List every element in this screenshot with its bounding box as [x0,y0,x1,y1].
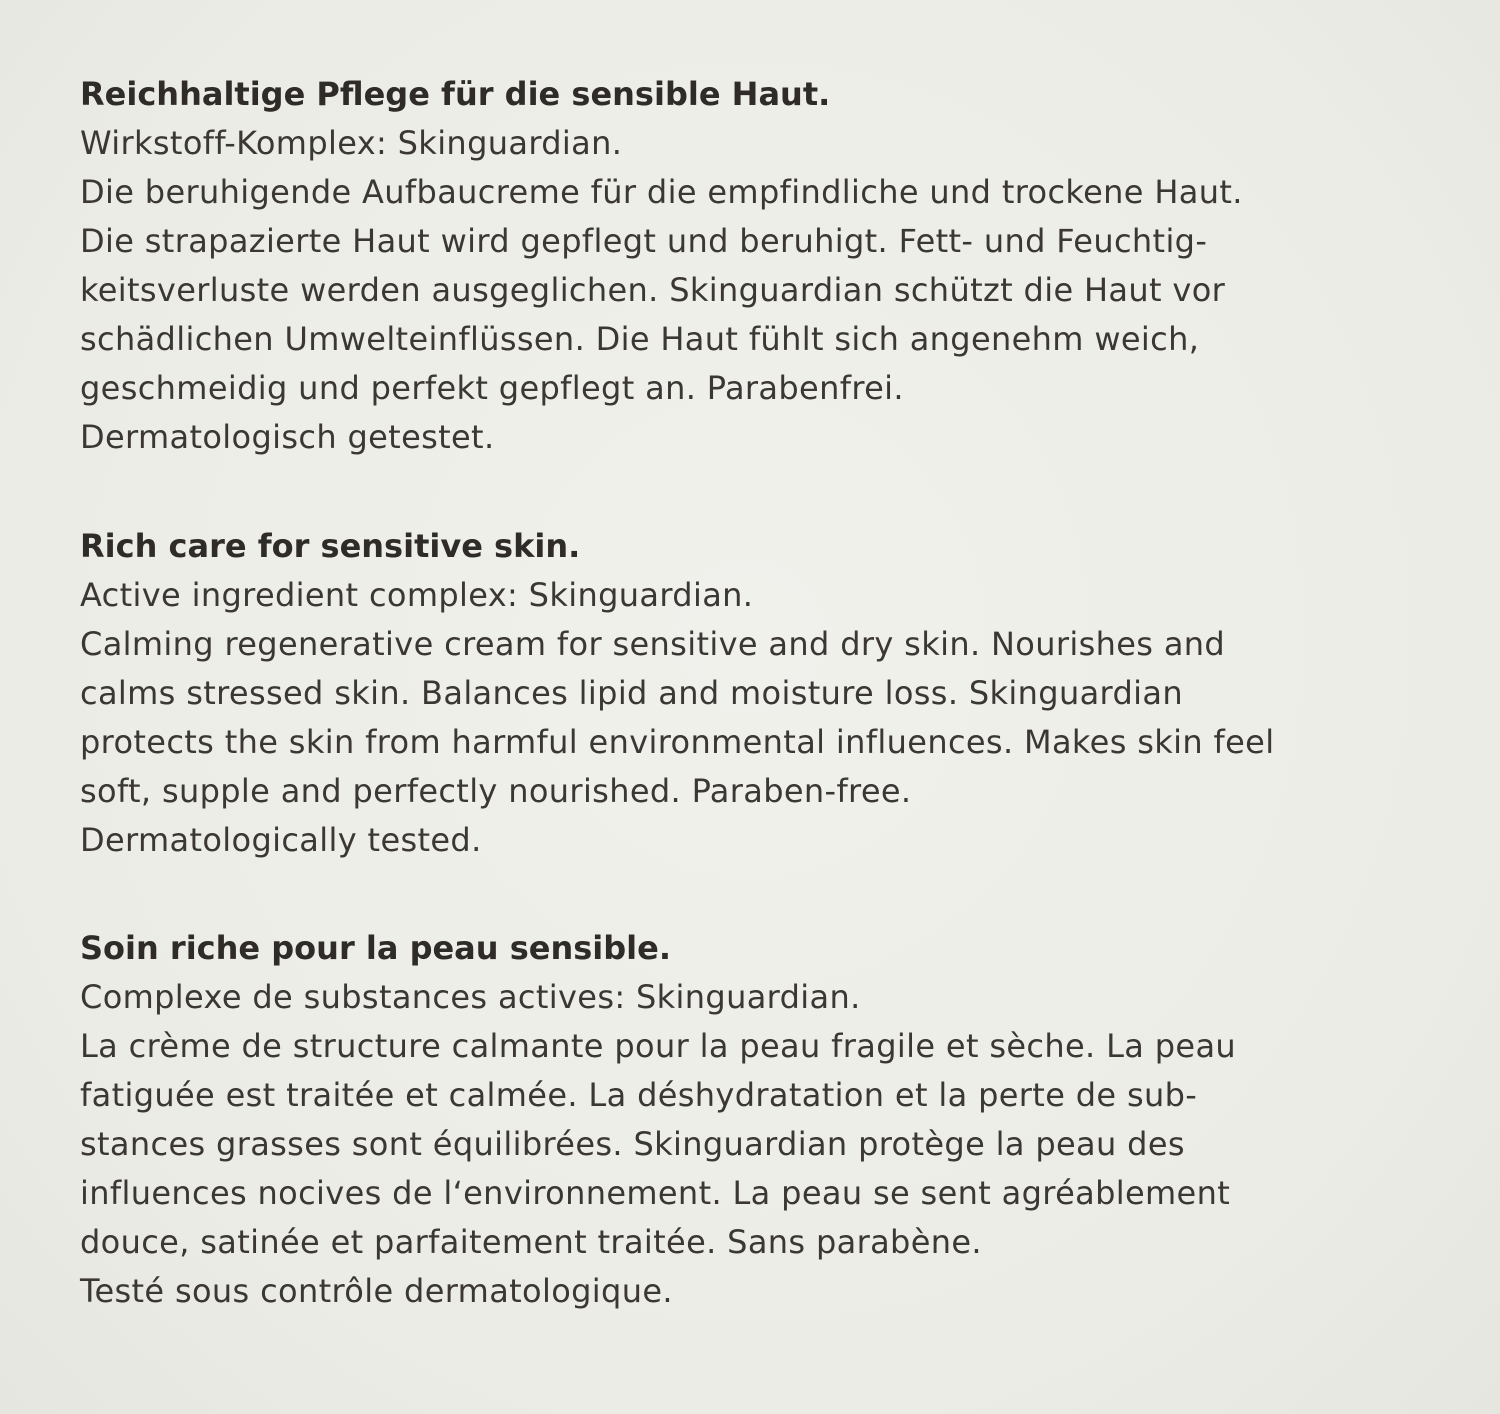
german-line: Die beruhigende Aufbaucreme für die empfindliche und trockene Haut. [80,173,1243,211]
german-line: Wirkstoff-Komplex: Skinguardian. [80,124,623,162]
english-line: Calming regenerative cream for sensitive and dry skin. Nourishes and [80,625,1226,663]
english-line: Dermatologically tested. [80,821,482,859]
german-line: Die strapazierte Haut wird gepflegt und beruhigt. Fett- und Feuchtig- [80,222,1208,260]
german-line: keitsverluste werden ausgeglichen. Skinguardian schützt die Haut vor [80,271,1226,309]
german-line: geschmeidig und perfekt gepflegt an. Parabenfrei. [80,369,904,407]
french-line: douce, satinée et parfaitement traitée. Sans parabène. [80,1223,982,1261]
section-english [80,522,1480,865]
english-heading: Rich care for sensitive skin. [80,527,581,565]
french-line: Testé sous contrôle dermatologique. [80,1272,673,1310]
german-line: Dermatologisch getestet. [80,418,495,456]
french-line: influences nocives de l‘environnement. La peau se sent agréablement [80,1174,1231,1212]
english-line: protects the skin from harmful environmental influences. Makes skin feel [80,723,1275,761]
german-line: schädlichen Umwelteinflüssen. Die Haut fühlt sich angenehm weich, [80,320,1200,358]
english-line: calms stressed skin. Balances lipid and moisture loss. Skinguardian [80,674,1183,712]
english-line: soft, supple and perfectly nourished. Paraben-free. [80,772,912,810]
german-heading: Reichhaltige Pflege für die sensible Haut. [80,75,831,113]
french-line: Complexe de substances actives: Skinguardian. [80,978,861,1016]
french-line: stances grasses sont équilibrées. Skinguardian protège la peau des [80,1125,1185,1163]
english-line: Active ingredient complex: Skinguardian. [80,576,754,614]
section-french [80,924,1480,1316]
french-line: La crème de structure calmante pour la peau fragile et sèche. La peau [80,1027,1237,1065]
french-heading: Soin riche pour la peau sensible. [80,929,671,967]
french-line: fatiguée est traitée et calmée. La déshydratation et la perte de sub- [80,1076,1198,1114]
section-german [80,70,1480,462]
